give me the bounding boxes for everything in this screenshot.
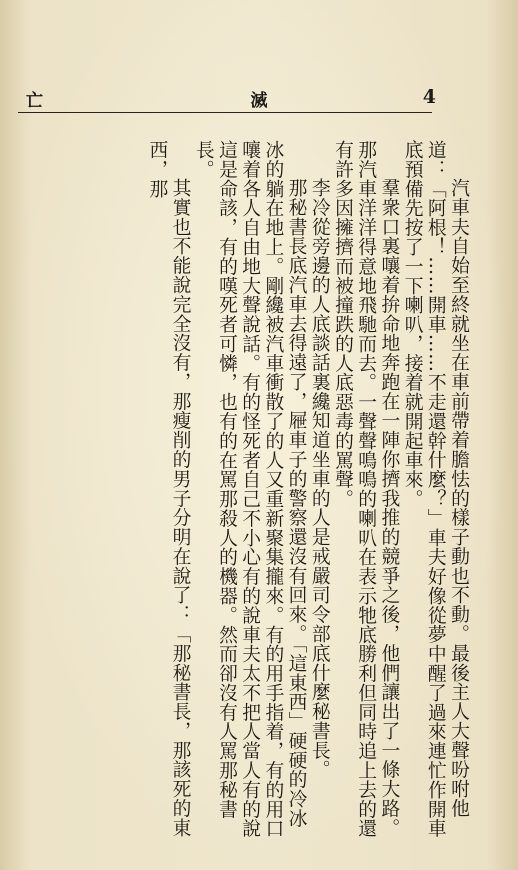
paragraph-5: 其實也不能說完全沒有，那瘦削的男子分明在說了：「那秘書長，那該死的東西，那 [146, 140, 191, 837]
running-title-center: 滅 [250, 91, 268, 111]
page-number: 4 [422, 86, 436, 108]
running-title-left: 亡 [26, 91, 44, 111]
header-divider [18, 112, 432, 113]
paragraph-3: 李冷從旁邊的人底談話裏纔知道坐車的人是戒嚴司令部底什麼秘書長。 [308, 177, 330, 779]
paragraph-2: 羣衆口裏嚷着拚命地奔跑在一陣你擠我推的競爭之後，他們讓出了一條大路。那汽車洋洋得意地飛馳而去。一聲聲鳴鳴的喇叭在表示牠底勝利但同時追上去的還有許多因擁擠而被撞跌的人底惡毒的罵聲。 [331, 140, 400, 839]
page-header [12, 86, 506, 118]
vertical-text-body [20, 140, 470, 840]
paragraph-4: 那秘書長底汽車去得遠了，屜車子的警察還沒有回來。「這東西」硬硬的冷冰冰的躺在地上。剛纔被汽車衝散了的人又重新聚集攏來。有的用手指着，有的用口嚷着各人自由地大聲說話。有的怪死者自己不小心有的說車夫太不把人當人有的說這是命該，有的嘆死者可憐，也有的在罵那殺人的機器。然而卻沒有人罵那秘書長。 [192, 140, 307, 839]
paragraph-1: 汽車夫自始至終就坐在車前帶着膽怯的樣子動也不動。最後主人大聲吩咐他道：「阿根！……開車……不走還幹什麼？」車夫好像從夢中醒了過來連忙作開車底預備先按了一下喇叭，接着就開起車來。 [401, 140, 469, 839]
